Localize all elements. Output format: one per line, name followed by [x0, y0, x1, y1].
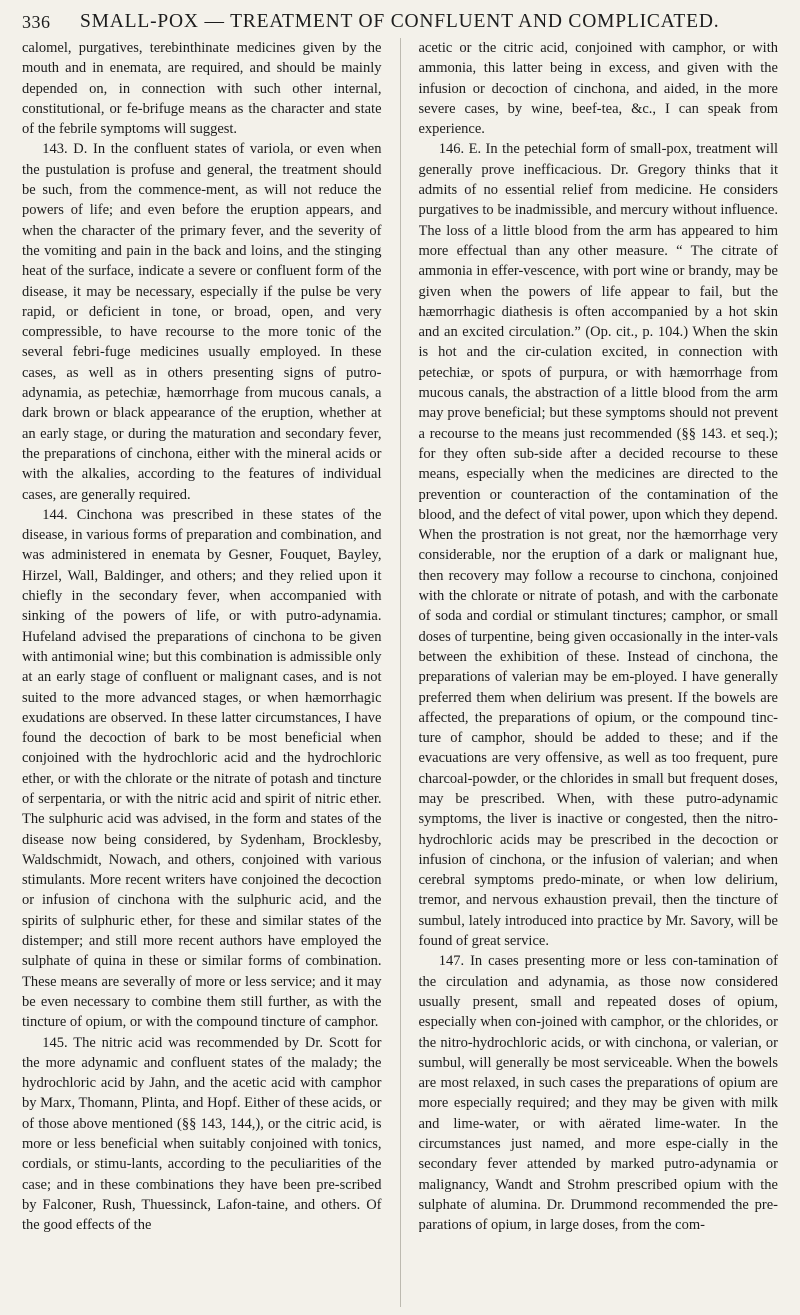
paragraph: acetic or the citric acid, conjoined with camphor, or with ammonia, this latter being in excess, and given with the infusion or decoction of cinchona, and aided, in the more severe cases, by wine, beef-tea, &c., I can speak from experience. [418, 40, 778, 138]
paragraph: 147. In cases presenting more or less con-tamination of the circulation and adynamia, as those now considered usually present, small and repeated doses of opium, especially when con-joined with camphor, or the chlorides, or the nitro-hydrochloric acids, or with cinchona, or valerian, or sumbul, will generally be most serviceable. When the bowels are most relaxed, in such cases the preparations of opium are more especially required; and they may be given with milk and lime-water, or with aërated lime-water. In the circumstances just named, and more espe-cially in the secondary fever attended by marked putro-adynamia or malignancy, Wandt and Strohm prescribed opium with the sulphate of alumina. Dr. Drummond recommended the pre-parations of opium, in large doses, from the com- [418, 953, 778, 1234]
left-column [22, 38, 382, 1307]
paragraph: 143. D. In the confluent states of variola, or even when the pustulation is profuse and general, the treatment should be such, from the commence-ment, as will not reduce the powers of life; and even before the eruption appears, and when the character of the primary fever, and the severity of the vomiting and pain in the back and loins, and the stinging heat of the surface, indicate a severe or confluent form of the disease, it may be necessary, especially if the pulse be very rapid, or deficient in tone, or broad, open, and very compressible, to have recourse to the more tonic of the several febri-fuge medicines usually employed. In these cases, as well as in others presenting signs of putro-adynamia, as petechiæ, hæmorrhage from mucous canals, a dark brown or black appearance of the eruption, whether at an early stage, or during the maturation and secondary fever, the preparations of cinchona, either with the mineral acids or with the alkalies, according to the features of individual cases, are generally required. [22, 141, 382, 503]
right-column [419, 38, 779, 1307]
text-columns [22, 38, 778, 1307]
paragraph: 145. The nitric acid was recommended by Dr. Scott for the more adynamic and confluent states of the malady; the hydrochloric acid by Jahn, and the acetic acid with camphor by Marx, Thomann, Plinta, and Hopf. Either of these acids, or of those above mentioned (§§ 143, 144,), or the citric acid, is more or less beneficial when suitably conjoined with tonics, cordials, or stimu-lants, according to the peculiarities of the case; and in these combinations they have been pre-scribed by Falconer, Rush, Thuessinck, Lafon-taine, and others. Of the good effects of the [22, 1034, 382, 1234]
paragraph: 146. E. In the petechial form of small-pox, treatment will generally prove inefficacious. Dr. Gregory thinks that it admits of no essential relief from medicine. He considers purgatives to be inadmissible, and mercury without influence. The loss of a little blood from the arm has appeared to him more effectual than any other measure. “ The citrate of ammonia in effer-vescence, with port wine or brandy, may be given when the powers of life appear to fail, but the hæmorrhagic diathesis is often accompanied by a hot skin and an excited circulation.” (Op. cit., p. 104.) When the skin is hot and the cir-culation excited, in connection with petechiæ, or spots of purpura, or with hæmorrhage from mucous canals, the abstraction of a little blood from the arm may prove beneficial; but these symptoms should not prevent a recourse to the means just recommended (§§ 143. et seq.); for they often sub-side after a decided recourse to these means, especially when the medicines are directed to the prevention or counteraction of the contamination of the blood, and the defect of vital power, upon which they depend. When the prostration is not great, nor the hæmorrhage very considerable, nor the eruption of a dark or malignant hue, then recovery may follow a recourse to cinchona, conjoined with the chlorate or nitrate of potash, and with the carbonate of soda and cordial or stimulant tinctures; camphor, or small doses of turpentine, being given occasionally in the inter-vals between the exhibition of these. Instead of cinchona, the preparations of valerian may be em-ployed. I have generally preferred them when delirium was present. If the bowels are affected, the preparations of opium, or the compound tinc-ture of camphor, should be added to these; and if the evacuations are very offensive, as well as too frequent, pure charcoal-powder, or the chlorides in small but frequent doses, may be prescribed. When, with these putro-adynamic symptoms, the liver is inactive or congested, then the nitro-hydrochloric acids may be prescribed in the decoction or infusion of cinchona, or the infusion of valerian; and when cerebral symptoms predo-minate, or when low delirium, tremor, and nervous exhaustion prevail, then the tincture of sumbul, lately introduced into practice by Mr. Savory, will be found of great service. [418, 141, 778, 950]
page-number: 336 [22, 12, 51, 32]
column-divider [400, 38, 401, 1307]
running-title: SMALL-POX — TREATMENT OF CONFLUENT AND COMPLICATED. [80, 11, 720, 32]
paragraph: 144. Cinchona was prescribed in these states of the disease, in various forms of preparation and combination, and was administered in enemata by Gesner, Fouquet, Bayley, Hirzel, Wall, Baldinger, and others; and they relied upon it chiefly in the secondary fever, when accompanied with sinking of the powers of life, or with putro-adynamia. Hufeland advised the preparations of cinchona to be given with antimonial wine; but this combination is admissible only at an early stage of confluent or malignant cases, and is not suited to the more advanced stages, or when hæmorrhagic exudations are observed. In these latter circumstances, I have found the decoction of bark to be most beneficial when conjoined with the hydrochloric acid and the hydrochloric ether, or with the chlorate or the nitrate of potash and tincture of serpentaria, or with the nitric acid and spirit of nitric ether. The sulphuric acid was advised, in the form and states of the disease now being considered, by Sydenham, Brocklesby, Waldschmidt, Nowach, and others, conjoined with various stimulants. More recent writers have conjoined the decoction or infusion of cinchona with the sulphuric acid, and the spirits of sulphuric ether, for these and similar states of the distemper; and still more recent authors have employed the sulphate of quina in these or similar forms of combination. These means are severally of more or less service; and it may be even necessary to combine them still further, as with the tincture of opium, or with the compound tincture of camphor. [22, 506, 382, 1031]
paragraph: calomel, purgatives, terebinthinate medicines given by the mouth and in enemata, are required, and should be mainly depended on, in connection with such other internal, constitutional, or fe-brifuge means as the character and state of the febrile symptoms will suggest. [22, 40, 382, 138]
page-header [22, 8, 778, 38]
